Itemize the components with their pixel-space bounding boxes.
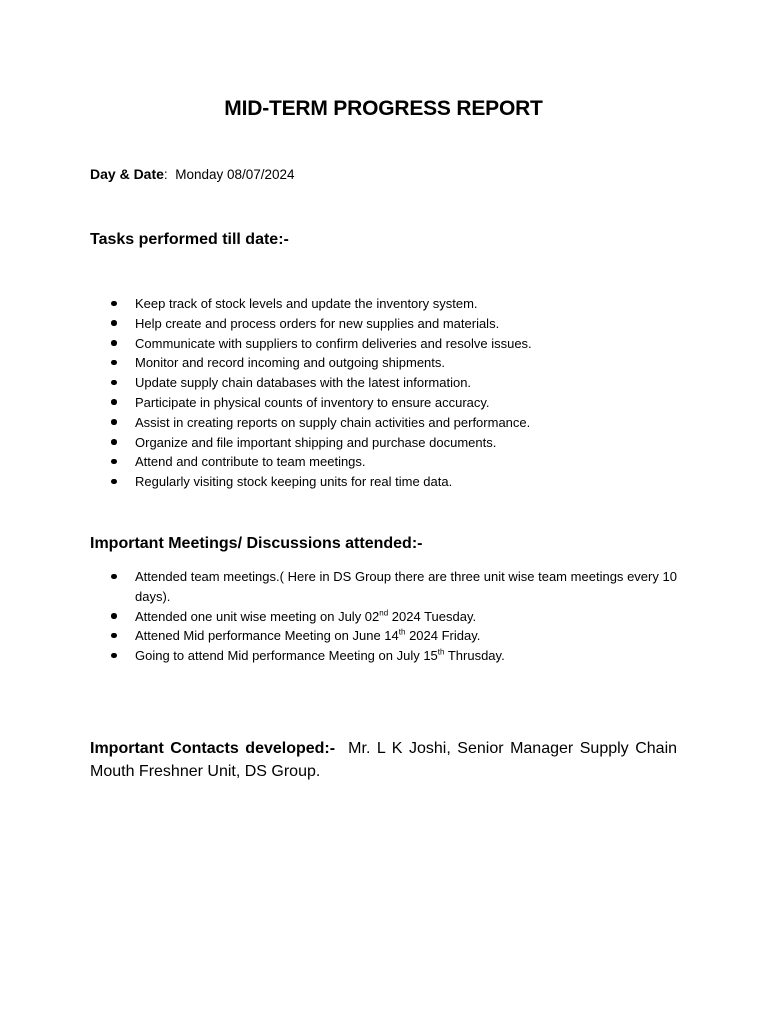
contacts-value: Mr. L K Joshi, Senior Manager Supply Chain Mouth Freshner Unit, DS Group.	[90, 740, 678, 780]
list-item: Regularly visiting stock keeping units for real time data.	[90, 472, 677, 492]
list-item	[90, 607, 677, 627]
list-item: Attend and contribute to team meetings.	[90, 452, 677, 472]
meeting-text: 2024 Friday.	[405, 628, 481, 644]
meeting-text: Going to attend Mid performance Meeting on July 15	[135, 648, 438, 664]
day-date-value: Monday 08/07/2024	[175, 167, 295, 182]
ordinal-suffix: th	[398, 628, 406, 638]
meetings-list	[90, 567, 677, 666]
report-title: MID-TERM PROGRESS REPORT	[224, 97, 543, 120]
tasks-heading: Tasks performed till date:-	[90, 231, 289, 248]
day-date-label: Day & Date	[90, 166, 164, 182]
list-item: Attended team meetings.( Here in DS Group there are three unit wise team meetings every 10 days).	[90, 567, 677, 607]
list-item: Organize and file important shipping and purchase documents.	[90, 433, 677, 453]
list-item: Update supply chain databases with the latest information.	[90, 373, 677, 393]
list-item: Participate in physical counts of inventory to ensure accuracy.	[90, 393, 677, 413]
list-item: Monitor and record incoming and outgoing shipments.	[90, 353, 677, 373]
contacts-paragraph	[90, 737, 677, 783]
meeting-text: 2024 Tuesday.	[388, 608, 477, 624]
ordinal-suffix: th	[437, 647, 445, 657]
list-item	[90, 626, 677, 646]
meeting-text: Attened Mid performance Meeting on June 14	[135, 628, 399, 644]
list-item: Communicate with suppliers to confirm deliveries and resolve issues.	[90, 334, 677, 354]
day-date-line	[90, 166, 295, 182]
list-item	[90, 646, 677, 666]
tasks-list	[90, 294, 677, 492]
list-item: Assist in creating reports on supply chain activities and performance.	[90, 413, 677, 433]
meeting-text: Thrusday.	[444, 648, 505, 664]
ordinal-suffix: nd	[379, 608, 389, 618]
list-item: Keep track of stock levels and update the inventory system.	[90, 294, 677, 314]
list-item: Help create and process orders for new supplies and materials.	[90, 314, 677, 334]
meeting-text: Attended one unit wise meeting on July 02	[135, 608, 380, 624]
meetings-heading: Important Meetings/ Discussions attended:-	[90, 535, 423, 552]
day-date-separator: :	[163, 167, 168, 182]
contacts-label: Important Contacts developed:-	[90, 740, 336, 757]
